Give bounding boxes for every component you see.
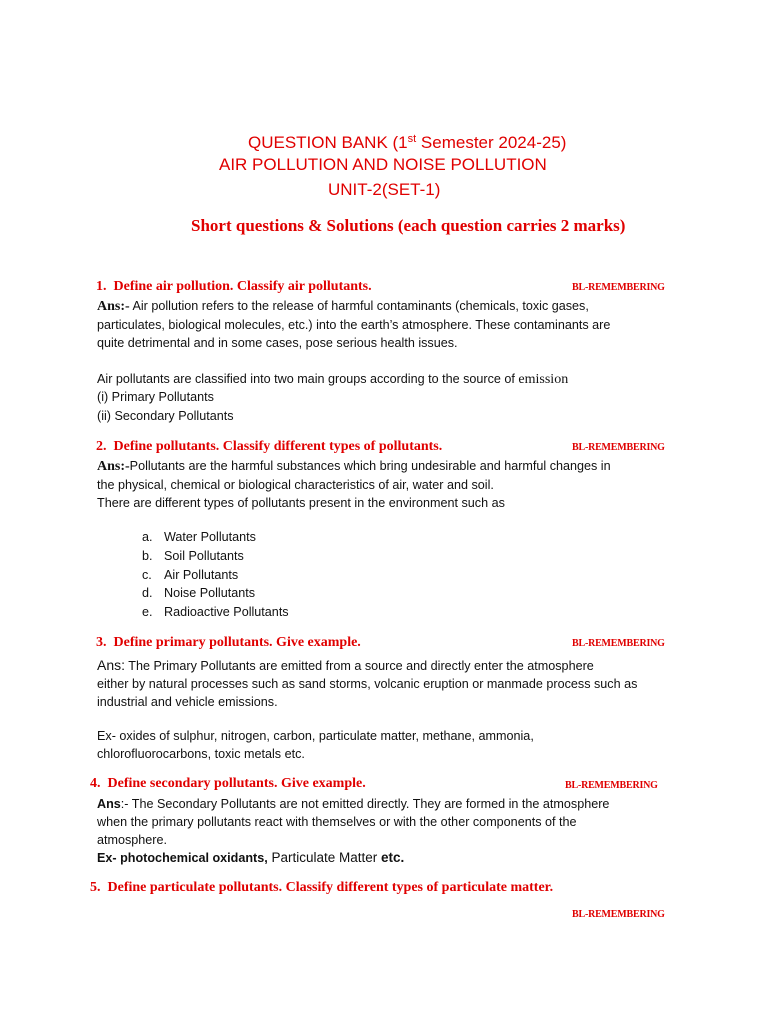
unit-title: UNIT-2(SET-1) [328,180,441,199]
question-1: 1. Define air pollution. Classify air pollutants. [96,279,372,294]
answer-1-classification: Air pollutants are classified into two main groups according to the source of emission [97,372,569,387]
question-5: 5. Define particulate pollutants. Classify different types of particulate matter. [90,880,554,895]
answer-3-examples: Ex- oxides of sulphur, nitrogen, carbon, particulate matter, methane, ammonia, chlorofluorocarbons, toxic metals etc. [97,729,534,761]
answer-3: Ans: The Primary Pollutants are emitted from a source and directly enter the atmosphere either by natural processes such as sand storms, volcanic eruption or manmade process such as industrial and vehicle emissions. [97,657,638,709]
pollutant-type-item: a. Water Pollutants [142,530,256,544]
answer-3-label: Ans: [97,657,126,673]
answer-4-label: Ans [97,797,121,811]
answer-2-label: Ans:- [97,459,130,474]
question-1-bloom-tag: BL-REMEMBERING [572,282,665,293]
question-2: 2. Define pollutants. Classify different types of pollutants. [96,439,443,454]
answer-2: Ans:-Pollutants are the harmful substances which bring undesirable and harmful changes in the physical, chemical or biological characteristics of air, water and soil. There are different types of pollutants present in the environment such as [97,459,611,510]
section-title: Short questions & Solutions (each question carries 2 marks) [191,216,626,235]
pollutant-type-item: d. Noise Pollutants [142,586,256,600]
question-3: 3. Define primary pollutants. Give example. [96,635,361,650]
question-2-bloom-tag: BL-REMEMBERING [572,442,665,453]
pollutant-type-item: c. Air Pollutants [142,568,239,582]
document-title: QUESTION BANK (1st Semester 2024-25) [248,133,567,152]
pollutant-type-item: b. Soil Pollutants [142,549,244,563]
question-5-bloom-tag: BL-REMEMBERING [572,909,665,920]
question-4-bloom-tag: BL-REMEMBERING [565,780,658,791]
answer-4-examples: Ex- photochemical oxidants, Particulate Matter etc. [97,850,405,865]
question-4: 4. Define secondary pollutants. Give example. [90,776,366,791]
pollutant-type-item: e. Radioactive Pollutants [142,605,289,619]
answer-1-item-2: (ii) Secondary Pollutants [97,409,234,423]
answer-1-label: Ans:- [97,299,130,314]
question-3-bloom-tag: BL-REMEMBERING [572,638,665,649]
answer-1: Ans:- Air pollution refers to the release of harmful contaminants (chemicals, toxic gases, particulates, biological molecules, etc.) into the earth’s atmosphere. These contaminants are quite detrimental and in some cases, pose serious health issues. [97,299,611,350]
answer-4: Ans:- The Secondary Pollutants are not emitted directly. They are formed in the atmosphere when the primary pollutants react with themselves or with the other components of the atmosphere. [97,797,610,847]
answer-1-item-1: (i) Primary Pollutants [97,390,214,404]
subject-title: AIR POLLUTION AND NOISE POLLUTION [219,155,547,174]
